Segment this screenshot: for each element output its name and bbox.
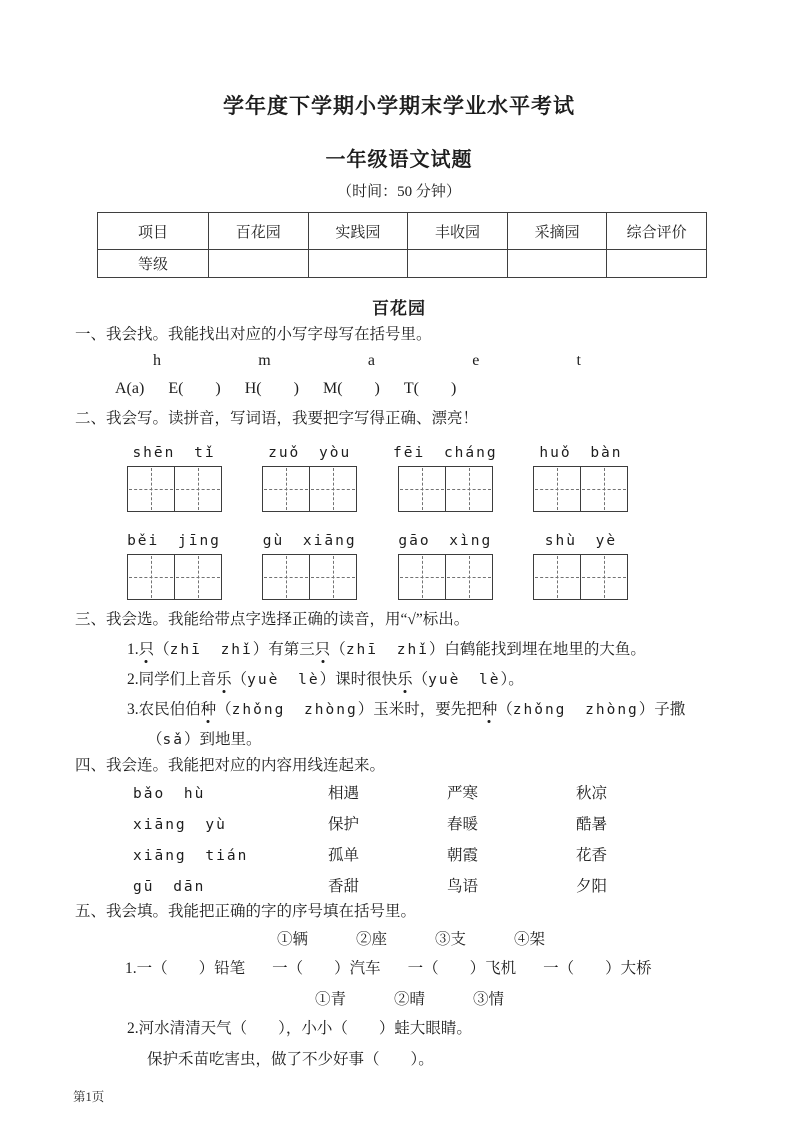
writing-grid-cell [580, 555, 627, 599]
writing-grid-cell [309, 467, 356, 511]
q3-text: （ [330, 641, 346, 658]
q2-word-block [125, 532, 223, 600]
q5-fill-item: 1.一（ ）铅笔 [125, 960, 246, 977]
q2-writing-rows [75, 444, 723, 600]
q5-fill-line-2: 保护禾苗吃害虫，做了不少好事（ ）。 [147, 1051, 434, 1068]
q5-fill-row-1 [125, 959, 723, 979]
pinyin-choice: zhǒng zhòng [512, 702, 639, 718]
q4-word: 朝霞 [447, 847, 479, 864]
q3-text: （ [412, 671, 429, 688]
q3-text: ）白鹤能找到埋在地里的大鱼。 [428, 641, 646, 658]
q1-answer-slot: M( ) [322, 380, 380, 397]
score-table-header-cell: 百花园 [209, 213, 309, 250]
q2-pinyin-label: huǒ bàn [539, 445, 623, 461]
q1-answer-slot: H( ) [244, 380, 299, 397]
exam-title: 学年度下学期小学期末学业水平考试 [223, 95, 575, 118]
q5-option: ②座 [356, 931, 388, 948]
q2-pinyin-label: běi jīng [127, 533, 221, 549]
q5-option: ①辆 [277, 931, 309, 948]
score-table-row-label: 等级 [98, 250, 209, 278]
q4-prompt: 四、我会连。我能把对应的内容用线连起来。 [75, 757, 386, 774]
q3-text: ）到地里。 [183, 731, 262, 748]
writing-grid [398, 554, 493, 600]
q5-option: ③情 [473, 991, 505, 1008]
pinyin-choice: yuè lè [247, 672, 320, 688]
q2-word-block [261, 532, 359, 600]
q3-text: 1. [127, 641, 139, 658]
time-limit-note: （时间：50 分钟） [337, 184, 461, 200]
q3-text: ）玉米时，要先把 [357, 701, 482, 718]
writing-grid-cell [399, 555, 445, 599]
score-table-header-row [98, 213, 707, 250]
pinyin-choice: zhī zhǐ [169, 642, 253, 658]
writing-grid-cell [128, 467, 174, 511]
q4-word: 鸟语 [447, 878, 479, 895]
writing-grid-cell [580, 467, 627, 511]
q2-pinyin-label: gāo xìng [398, 533, 493, 549]
q4-word: 酷暑 [576, 816, 608, 833]
pinyin-choice: yuè lè [428, 672, 501, 688]
q5-options-row-1 [277, 930, 723, 950]
q5-options-row-2 [315, 990, 723, 1010]
q4-matching-grid [133, 784, 723, 897]
pinyin-choice: sǎ [162, 732, 184, 748]
q1-letter: e [472, 352, 480, 369]
q5-fill-line-1: 2.河水清清天气（ ），小小（ ）蛙大眼睛。 [127, 1020, 472, 1037]
q5-fill-item: 一（ ）大桥 [543, 960, 652, 977]
q2-word-block [261, 444, 359, 512]
writing-grid [262, 554, 357, 600]
dotted-char: 只 [138, 641, 155, 658]
writing-grid-cell [263, 467, 309, 511]
writing-grid-cell [263, 555, 309, 599]
page-number: 第1页 [73, 1090, 105, 1104]
writing-grid-cell [399, 467, 445, 511]
q2-pinyin-label: shù yè [544, 533, 618, 549]
q4-pinyin: xiāng yù [133, 817, 227, 833]
q2-word-row [125, 532, 630, 600]
q4-word: 相遇 [328, 785, 360, 802]
q4-pinyin: gū dān [133, 879, 206, 895]
q1-letter: m [258, 352, 271, 369]
q4-word: 春暖 [447, 816, 479, 833]
q1-answer-slot: T( ) [403, 380, 457, 397]
writing-grid [398, 466, 493, 512]
q4-word: 严寒 [447, 785, 479, 802]
q2-word-row [125, 444, 630, 512]
score-table-grade-row [98, 250, 707, 278]
q1-letter: h [153, 352, 161, 369]
q3-prompt: 三、我会选。我能给带点字选择正确的读音，用“√”标出。 [75, 611, 470, 628]
q5-option: ④架 [514, 931, 546, 948]
q4-pinyin: xiāng tián [133, 848, 249, 864]
score-table-empty-cell [507, 250, 607, 278]
q4-pinyin: bǎo hù [133, 786, 206, 802]
q3-text: （ [216, 701, 232, 718]
dotted-char: 乐 [216, 671, 232, 688]
q1-answer-slots-row [115, 379, 723, 399]
dotted-char: 乐 [397, 671, 413, 688]
score-table-empty-cell [408, 250, 508, 278]
q3-text: （ [231, 671, 248, 688]
q5-option: ①青 [315, 991, 347, 1008]
q3-text: ）课时很快 [319, 671, 398, 688]
q3-text: 2.同学们上音 [127, 671, 217, 688]
q2-pinyin-label: gù xiāng [262, 533, 357, 549]
writing-grid-cell [174, 467, 221, 511]
q2-pinyin-label: zuǒ yòu [268, 445, 352, 461]
q3-items [75, 640, 723, 750]
pinyin-choice: zhī zhǐ [345, 642, 429, 658]
score-table-header-cell: 综合评价 [607, 213, 707, 250]
score-table-empty-cell [308, 250, 408, 278]
score-table-empty-cell [209, 250, 309, 278]
q2-pinyin-label: fēi cháng [393, 445, 498, 461]
writing-grid-cell [174, 555, 221, 599]
q5-option: ③支 [435, 931, 467, 948]
q3-item [127, 700, 723, 720]
q3-text: ）有第三 [252, 641, 315, 658]
q3-item [127, 670, 723, 690]
writing-grid-cell [445, 467, 492, 511]
q3-item [147, 730, 723, 750]
writing-grid [127, 554, 222, 600]
q2-prompt: 二、我会写。读拼音，写词语，我要把字写得正确、漂亮！ [75, 410, 479, 427]
score-table [97, 212, 707, 278]
dotted-char: 只 [314, 641, 331, 658]
q2-word-block [393, 444, 498, 512]
q4-word: 秋凉 [576, 785, 608, 802]
dotted-char: 种 [200, 701, 217, 718]
writing-grid [533, 466, 628, 512]
q4-word: 保护 [328, 816, 360, 833]
q3-text: （ [154, 641, 170, 658]
writing-grid-cell [534, 555, 580, 599]
q1-letter: a [367, 352, 375, 369]
q4-word: 夕阳 [576, 878, 608, 895]
writing-grid [262, 466, 357, 512]
q1-answer-slot: E( ) [168, 380, 221, 397]
q1-answer-slot: A(a) [115, 380, 145, 397]
q2-word-block [532, 444, 630, 512]
writing-grid-cell [534, 467, 580, 511]
q3-text: （ [147, 731, 163, 748]
q4-word: 香甜 [328, 878, 360, 895]
section-title: 百花园 [372, 299, 426, 318]
dotted-char: 种 [481, 701, 498, 718]
writing-grid [533, 554, 628, 600]
score-table-header-cell: 项目 [98, 213, 209, 250]
writing-grid-cell [445, 555, 492, 599]
q5-prompt: 五、我会填。我能把正确的字的序号填在括号里。 [75, 903, 417, 920]
score-table-empty-cell [607, 250, 707, 278]
pinyin-choice: zhǒng zhòng [231, 702, 358, 718]
score-table-header-cell: 实践园 [308, 213, 408, 250]
writing-grid [127, 466, 222, 512]
q3-text: ）子撒 [638, 701, 686, 718]
q4-word: 孤单 [328, 847, 360, 864]
q5-option: ②晴 [394, 991, 426, 1008]
exam-subtitle: 一年级语文试题 [325, 149, 473, 171]
q5-fill-item: 一（ ）汽车 [272, 960, 381, 977]
q3-text: ）。 [500, 671, 524, 688]
q3-text: 3.农民伯伯 [127, 701, 201, 718]
q3-item [127, 640, 723, 660]
writing-grid-cell [309, 555, 356, 599]
q2-word-block [125, 444, 223, 512]
score-table-header-cell: 采摘园 [507, 213, 607, 250]
q5-fill-item: 一（ ）飞机 [407, 960, 517, 977]
writing-grid-cell [128, 555, 174, 599]
q2-pinyin-label: shēn tǐ [132, 445, 216, 461]
q1-letter: t [576, 352, 581, 369]
q2-word-block [532, 532, 630, 600]
q4-word: 花香 [576, 847, 608, 864]
q2-word-block [396, 532, 494, 600]
q1-prompt: 一、我会找。我能找出对应的小写字母写在括号里。 [75, 326, 432, 343]
q1-lowercase-letters-row [153, 352, 581, 370]
score-table-header-cell: 丰收园 [408, 213, 508, 250]
q3-text: （ [497, 701, 513, 718]
